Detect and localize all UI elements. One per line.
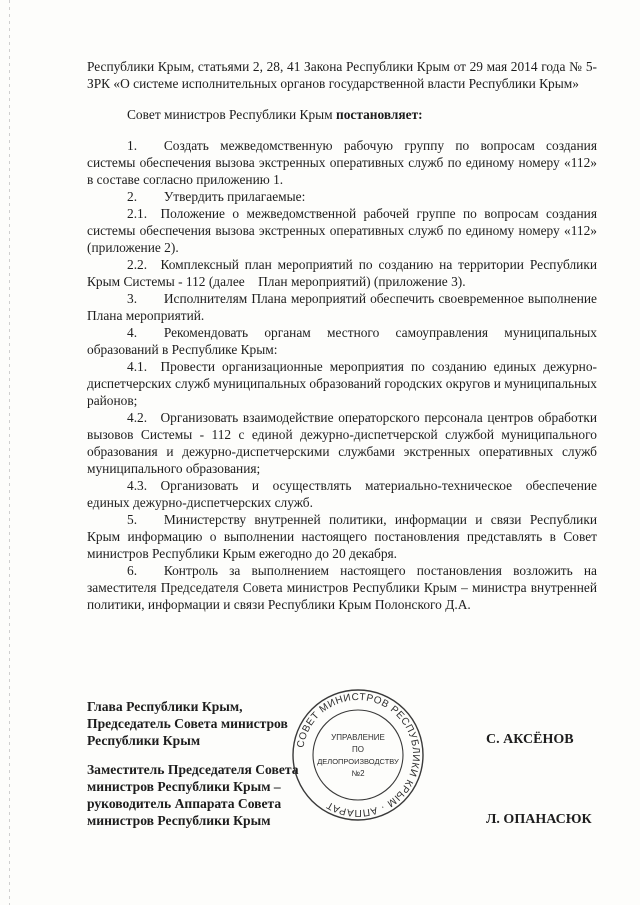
item-4-1: 4.1. Провести организационные мероприятия по созданию единых дежурно-диспетчерских служб муниципальных образований городских округов и муниципальных районов; (87, 359, 597, 408)
item-2-2: 2.2. Комплексный план мероприятий по созданию на территории Республики Крым Системы - 112 (далее План мероприятий) (приложение 3). (87, 257, 597, 289)
item-4: 4. Рекомендовать органам местного самоуправления муниципальных образований в Республике Крым: (87, 325, 597, 357)
signature-name-deputy: Л. ОПАНАСЮК (486, 812, 592, 827)
item-3: 3. Исполнителям Плана мероприятий обеспечить своевременное выполнение Плана мероприятий. (87, 291, 597, 323)
position-line: Глава Республики Крым, (87, 699, 243, 714)
decree-statement (87, 106, 597, 123)
item-2: 2. Утвердить прилагаемые: (127, 189, 306, 204)
stamp-inner-ring (313, 710, 403, 800)
signature-position-deputy (87, 761, 299, 829)
intro-paragraph: Республики Крым, статьями 2, 28, 41 Закона Республики Крым от 29 мая 2014 года № 5-ЗРК «О системе исполнительных органов государственной власти Республики Крым» (87, 59, 597, 91)
position-line: Заместитель Председателя Совета (87, 762, 299, 777)
scan-edge (9, 0, 10, 905)
position-line: Председатель Совета министров (87, 716, 288, 731)
position-line: министров Республики Крым – (87, 779, 281, 794)
decree-body (87, 58, 597, 613)
signature-name-head: С. АКСЁНОВ (486, 732, 574, 747)
decree-verb: постановляет: (335, 107, 423, 122)
stamp-center-line: ДЕЛОПРОИЗВОДСТВУ (317, 757, 399, 766)
official-stamp (291, 688, 425, 822)
stamp-ring-text: СОВЕТ МИНИСТРОВ РЕСПУБЛИКИ КРЫМ · АППАРАТ (295, 691, 422, 819)
stamp-center-line: ПО (352, 745, 364, 754)
item-6: 6. Контроль за выполнением настоящего постановления возложить на заместителя Председателя Совета министров Республики Крым – министра внутренней политики, информации и связи Республики Крым Полонского Д.А. (87, 563, 597, 612)
position-line: министров Республики Крым (87, 813, 271, 828)
item-4-3: 4.3. Организовать и осуществлять материально-техническое обеспечение единых дежурно-диспетчерских служб. (87, 478, 597, 510)
item-4-2: 4.2. Организовать взаимодействие операторского персонала центров обработки вызовов Системы - 112 с единой дежурно-диспетчерской службой муниципального образования и дежурно-диспетчерскими службами экстренных оперативных служб муниципального образования; (87, 410, 597, 476)
decree-start: Совет министров Республики Крым (127, 107, 336, 122)
position-line: Республики Крым (87, 733, 201, 748)
stamp-center-line: УПРАВЛЕНИЕ (331, 733, 385, 742)
item-5: 5. Министерству внутренней политики, информации и связи Республики Крым информацию о выполнении настоящего постановления представлять в Совет министров Республики Крым ежегодно до 20 декабря. (87, 512, 597, 561)
stamp-center-line: №2 (351, 769, 365, 778)
signature-position-head (87, 698, 288, 749)
position-line: руководитель Аппарата Совета (87, 796, 282, 811)
item-1: 1. Создать межведомственную рабочую группу по вопросам создания системы обеспечения вызова экстренных оперативных служб по единому номеру «112» в составе согласно приложению 1. (87, 138, 597, 187)
item-2-1: 2.1. Положение о межведомственной рабочей группе по вопросам создания системы обеспечения вызова экстренных оперативных служб по единому номеру «112» (приложение 2). (87, 206, 597, 255)
